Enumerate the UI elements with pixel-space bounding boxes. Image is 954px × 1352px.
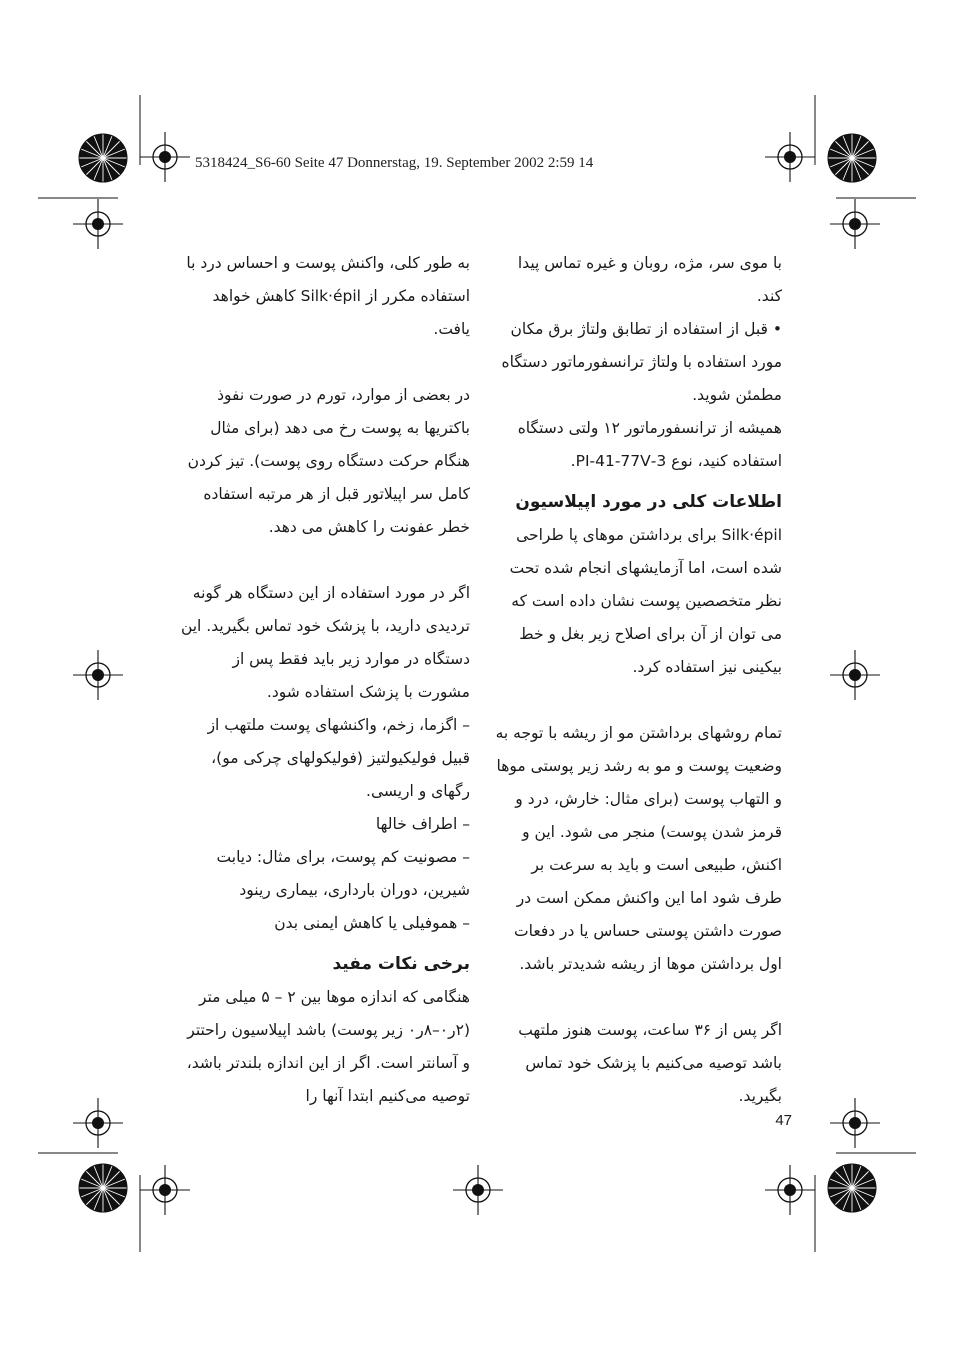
list-item-moles: – اطراف خالها <box>375 815 470 833</box>
bullet-transformer-note: همیشه از ترانسفورماتور ۱۲ ولتی دستگاه استفاده کنید، نوع 3-PI-41-77V. <box>517 419 782 470</box>
paragraph-skin-reaction: به طور کلی، واکنش پوست و احساس درد با استفاده مکرر از Silk·épil کاهش خواهد یافت. <box>186 254 470 338</box>
registration-cross-right-upper <box>830 199 880 249</box>
left-column <box>178 247 470 1113</box>
list-item-immunity: – مصونیت کم پوست، برای مثال: دیابت شیرین، دوران بارداری، بیماری رینود <box>216 848 470 899</box>
registration-cross-right-middle <box>830 650 880 700</box>
registration-cross-bottom-center <box>453 1165 503 1215</box>
paragraph-useful-tips: هنگامی که اندازه موها بین ۲ – ۵ میلی متر (۲ر۰–۸ر۰ زیر پوست) باشد اپیلاسیون راحتتر و آسانتر است. اگر از این اندازه بلندتر باشد، توصیه می‌کنیم ابتدا آنها را <box>186 988 470 1105</box>
list-item-hemophilia: – هموفیلی یا کاهش ایمنی بدن <box>274 914 470 932</box>
registration-cross-left-lower <box>73 1098 123 1148</box>
print-slug-line: 5318424_S6-60 Seite 47 Donnerstag, 19. September 2002 2:59 14 <box>195 155 594 171</box>
registration-cross-left-middle <box>73 650 123 700</box>
bullet-voltage-check: • قبل از استفاده از تطابق ولتاژ برق مکان مورد استفاده با ولتاژ ترانسفورماتور دستگاه مطمئن شوید. <box>501 320 782 404</box>
starburst-mark-top-right <box>828 134 876 182</box>
continuation-text: با موی سر، مژه، روبان و غیره تماس پیدا کند. <box>517 254 782 305</box>
registration-cross-top-left <box>140 132 190 182</box>
registration-cross-right-lower <box>830 1098 880 1148</box>
page-number: 47 <box>775 1112 792 1129</box>
registration-cross-left-upper <box>73 199 123 249</box>
paragraph-consult-doctor: اگر در مورد استفاده از این دستگاه هر گونه تردیدی دارید، با پزشک خود تماس بگیرید. این دستگاه در موارد زیر باید فقط پس از مشورت با پزشک استفاده شود. <box>180 584 470 701</box>
registration-cross-top-right <box>765 132 815 182</box>
paragraph-epilation-methods: تمام روشهای برداشتن مو از ریشه با توجه به وضعیت پوست و مو به رشد زیر پوستی موها و التهاب پوست (برای مثال: خارش، درد و قرمز شدن پوست) منجر می شود. این و اکنش، طبیعی است و باید به سرعت بر طرف شود اما این واکنش ممکن است در صورت داشتن پوستی حساس یا در دفعات اول برداشتن موها از ریشه شدیدتر باشد. <box>495 724 782 973</box>
registration-cross-bottom-left <box>140 1165 190 1215</box>
starburst-mark-top-left <box>79 134 127 182</box>
starburst-mark-bottom-left <box>79 1164 127 1212</box>
paragraph-general-information: Silk·épil برای برداشتن موهای پا طراحی شده است، اما آزمایشهای انجام شده تحت نظر متخصصین پوست نشان داده است که می توان از آن برای اصلاح زیر بغل و خط بیکینی نیز استفاده کرد. <box>509 526 782 676</box>
right-column <box>490 247 782 1113</box>
paragraph-infection-risk: در بعضی از موارد، تورم در صورت نفوذ باکتریها به پوست رخ می دهد (برای مثال هنگام حرکت دستگاه روی پوست). تیز کردن کامل سر اپیلاتور قبل از هر مرتبه استفاده خطر عفونت را کاهش می دهد. <box>187 386 470 536</box>
list-item-eczema: – اگزما، زخم، واکنشهای پوست ملتهب از قبیل فولیکیولتیز (فولیکولهای چرکی مو)، رگهای و اریسی. <box>207 716 470 800</box>
registration-cross-bottom-right <box>765 1165 815 1215</box>
paragraph-36-hours: اگر پس از ۳۶ ساعت، پوست هنوز ملتهب باشد توصیه می‌کنیم با پزشک خود تماس بگیرید. <box>518 1021 782 1105</box>
starburst-mark-bottom-right <box>828 1164 876 1212</box>
heading-general-information: اطلاعات کلی در مورد اپیلاسیون <box>515 492 782 512</box>
heading-useful-tips: برخی نکات مفید <box>332 954 470 974</box>
